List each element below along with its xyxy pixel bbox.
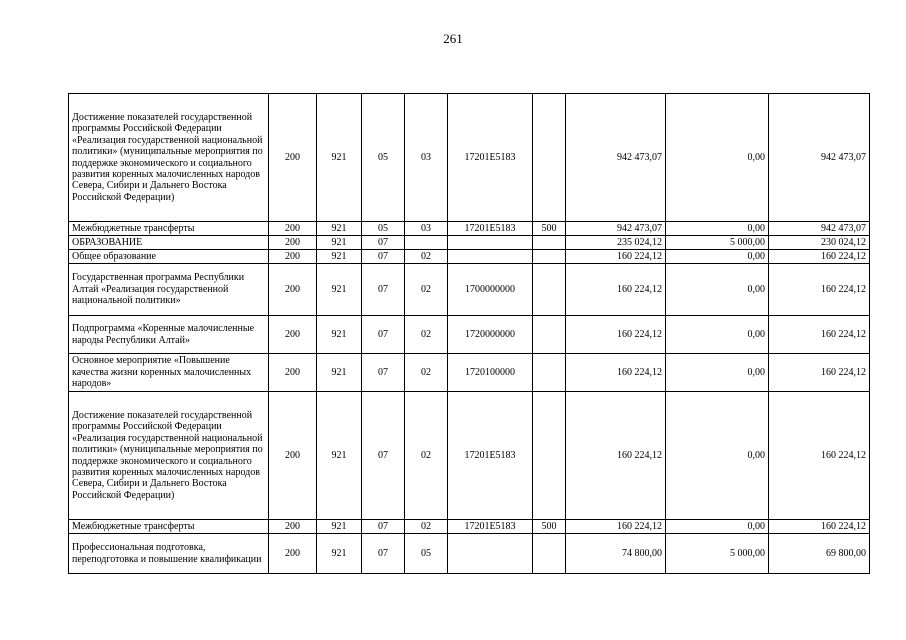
cell-amount-3: 160 224,12 <box>769 354 870 392</box>
cell-subsection: 02 <box>405 392 448 520</box>
cell-ministry-code: 921 <box>317 392 362 520</box>
table-row <box>69 264 870 316</box>
cell-amount-1: 160 224,12 <box>566 264 666 316</box>
cell-expense-type: 500 <box>533 520 566 534</box>
cell-admin-code: 200 <box>269 236 317 250</box>
cell-amount-1: 160 224,12 <box>566 316 666 354</box>
cell-target-article: 17201E5183 <box>448 94 533 222</box>
cell-admin-code: 200 <box>269 354 317 392</box>
cell-amount-2: 0,00 <box>666 250 769 264</box>
cell-expense-type <box>533 94 566 222</box>
cell-target-article <box>448 236 533 250</box>
cell-target-article: 1720000000 <box>448 316 533 354</box>
page-number: 261 <box>443 31 463 46</box>
cell-expense-type <box>533 354 566 392</box>
cell-amount-1: 160 224,12 <box>566 354 666 392</box>
row-name: ОБРАЗОВАНИЕ <box>69 236 269 250</box>
cell-ministry-code: 921 <box>317 264 362 316</box>
cell-amount-1: 160 224,12 <box>566 250 666 264</box>
cell-subsection: 02 <box>405 250 448 264</box>
cell-amount-1: 235 024,12 <box>566 236 666 250</box>
table-row <box>69 250 870 264</box>
cell-amount-3: 160 224,12 <box>769 250 870 264</box>
cell-section: 07 <box>362 520 405 534</box>
cell-subsection: 03 <box>405 222 448 236</box>
cell-subsection: 02 <box>405 520 448 534</box>
cell-expense-type <box>533 250 566 264</box>
cell-admin-code: 200 <box>269 94 317 222</box>
cell-expense-type <box>533 316 566 354</box>
cell-section: 07 <box>362 264 405 316</box>
row-name: Подпрограмма «Коренные малочисленные народы Республики Алтай» <box>69 316 269 354</box>
cell-amount-1: 74 800,00 <box>566 534 666 574</box>
cell-target-article: 1700000000 <box>448 264 533 316</box>
row-name: Общее образование <box>69 250 269 264</box>
cell-section: 07 <box>362 392 405 520</box>
cell-expense-type <box>533 534 566 574</box>
cell-amount-3: 230 024,12 <box>769 236 870 250</box>
cell-expense-type <box>533 392 566 520</box>
cell-section: 07 <box>362 236 405 250</box>
cell-expense-type: 500 <box>533 222 566 236</box>
row-name: Основное мероприятие «Повышение качества жизни коренных малочисленных народов» <box>69 354 269 392</box>
cell-target-article: 17201E5183 <box>448 222 533 236</box>
cell-ministry-code: 921 <box>317 250 362 264</box>
row-name: Межбюджетные трансферты <box>69 520 269 534</box>
cell-admin-code: 200 <box>269 316 317 354</box>
cell-amount-3: 942 473,07 <box>769 222 870 236</box>
cell-amount-3: 942 473,07 <box>769 94 870 222</box>
cell-amount-2: 0,00 <box>666 392 769 520</box>
row-name: Государственная программа Республики Алтай «Реализация государственной национальной политики» <box>69 264 269 316</box>
cell-amount-2: 0,00 <box>666 264 769 316</box>
table-row <box>69 520 870 534</box>
cell-amount-2: 0,00 <box>666 222 769 236</box>
cell-ministry-code: 921 <box>317 94 362 222</box>
row-name: Достижение показателей государственной программы Российской Федерации «Реализация государственной национальной политики» (муниципальные мероприятия по поддержке экономического и социального развития коренных малочисленных народов Севера, Сибири и Дальнего Востока Российской Федерации) <box>69 392 269 520</box>
cell-amount-1: 942 473,07 <box>566 94 666 222</box>
cell-target-article <box>448 250 533 264</box>
cell-section: 05 <box>362 222 405 236</box>
cell-section: 05 <box>362 94 405 222</box>
cell-ministry-code: 921 <box>317 316 362 354</box>
cell-target-article: 1720100000 <box>448 354 533 392</box>
cell-subsection: 02 <box>405 264 448 316</box>
cell-amount-2: 0,00 <box>666 316 769 354</box>
cell-amount-2: 0,00 <box>666 354 769 392</box>
cell-target-article: 17201E5183 <box>448 392 533 520</box>
table-row <box>69 94 870 222</box>
cell-subsection: 03 <box>405 94 448 222</box>
table-row <box>69 236 870 250</box>
cell-admin-code: 200 <box>269 250 317 264</box>
table-row <box>69 316 870 354</box>
cell-ministry-code: 921 <box>317 354 362 392</box>
cell-subsection: 05 <box>405 534 448 574</box>
table-row <box>69 222 870 236</box>
cell-subsection: 02 <box>405 316 448 354</box>
row-name: Межбюджетные трансферты <box>69 222 269 236</box>
cell-amount-1: 160 224,12 <box>566 520 666 534</box>
cell-amount-1: 160 224,12 <box>566 392 666 520</box>
cell-amount-3: 160 224,12 <box>769 392 870 520</box>
cell-amount-2: 5 000,00 <box>666 534 769 574</box>
cell-subsection <box>405 236 448 250</box>
cell-target-article: 17201E5183 <box>448 520 533 534</box>
cell-amount-2: 0,00 <box>666 520 769 534</box>
cell-admin-code: 200 <box>269 264 317 316</box>
row-name: Профессиональная подготовка, переподготовка и повышение квалификации <box>69 534 269 574</box>
cell-subsection: 02 <box>405 354 448 392</box>
cell-ministry-code: 921 <box>317 520 362 534</box>
cell-target-article <box>448 534 533 574</box>
cell-expense-type <box>533 236 566 250</box>
cell-amount-3: 160 224,12 <box>769 520 870 534</box>
cell-amount-2: 0,00 <box>666 94 769 222</box>
cell-amount-3: 69 800,00 <box>769 534 870 574</box>
cell-amount-1: 942 473,07 <box>566 222 666 236</box>
cell-admin-code: 200 <box>269 534 317 574</box>
cell-admin-code: 200 <box>269 392 317 520</box>
cell-section: 07 <box>362 316 405 354</box>
cell-ministry-code: 921 <box>317 236 362 250</box>
cell-section: 07 <box>362 354 405 392</box>
cell-ministry-code: 921 <box>317 534 362 574</box>
cell-amount-3: 160 224,12 <box>769 316 870 354</box>
table-row <box>69 392 870 520</box>
cell-amount-2: 5 000,00 <box>666 236 769 250</box>
budget-table <box>68 93 870 574</box>
cell-expense-type <box>533 264 566 316</box>
cell-admin-code: 200 <box>269 520 317 534</box>
cell-admin-code: 200 <box>269 222 317 236</box>
cell-section: 07 <box>362 250 405 264</box>
cell-section: 07 <box>362 534 405 574</box>
cell-amount-3: 160 224,12 <box>769 264 870 316</box>
row-name: Достижение показателей государственной программы Российской Федерации «Реализация государственной национальной политики» (муниципальные мероприятия по поддержке экономического и социального развития коренных малочисленных народов Севера, Сибири и Дальнего Востока Российской Федерации) <box>69 94 269 222</box>
cell-ministry-code: 921 <box>317 222 362 236</box>
table-row <box>69 534 870 574</box>
table-row <box>69 354 870 392</box>
